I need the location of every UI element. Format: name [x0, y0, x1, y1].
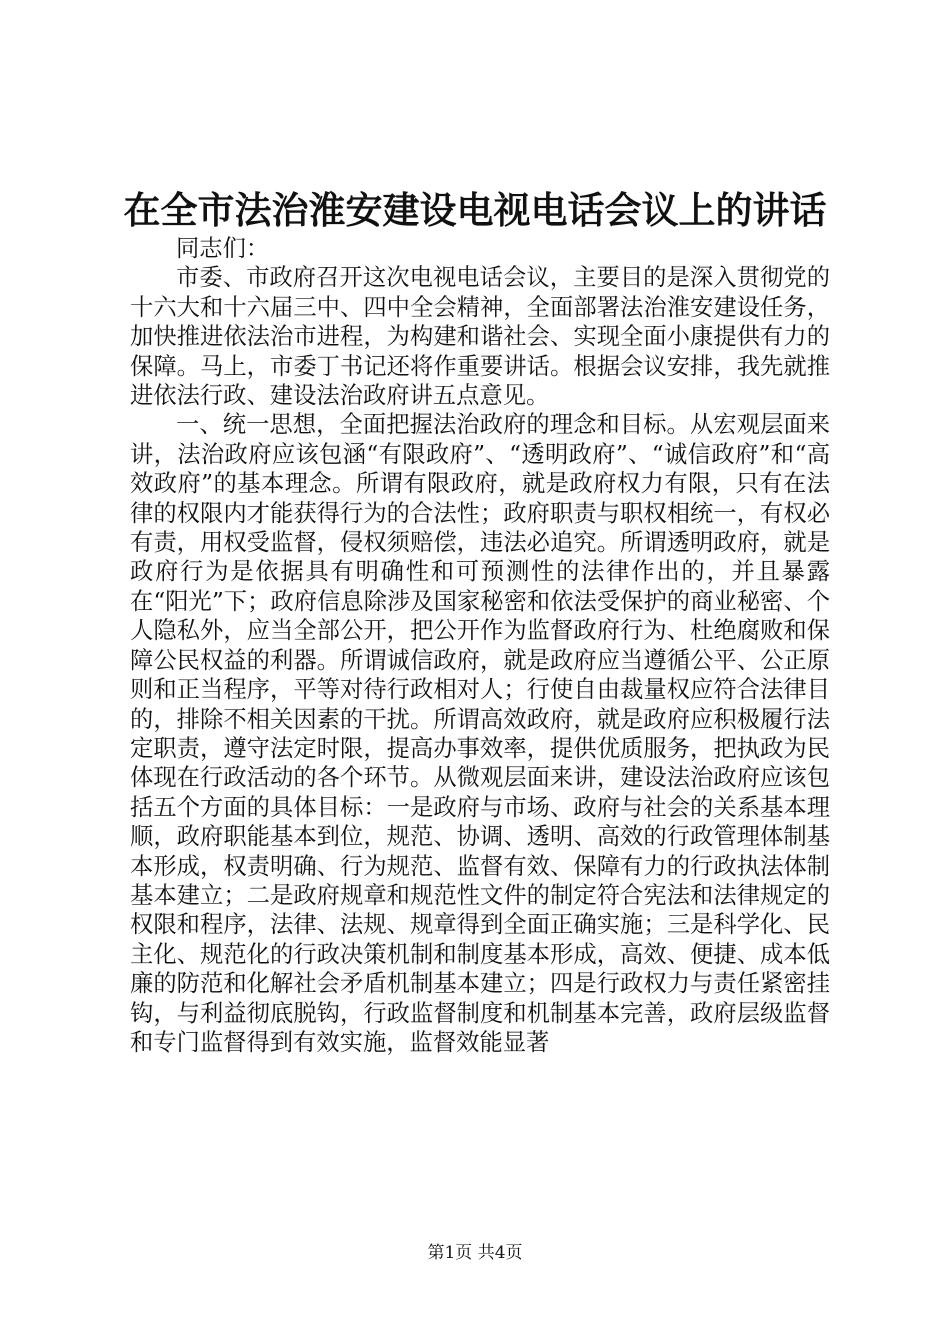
greeting: 同志们： — [176, 235, 270, 262]
page-number-footer: 第1页 共4页 — [427, 1243, 523, 1263]
paragraph-intro: 市委、市政府召开这次电视电话会议，主要目的是深入贯彻党的十六大和十六届三中、四中全会精神，全面部署法治淮安建设任务，加快推进依法治市进程，为构建和谐社会、实现全面小康提供有力的保障。马上，市委丁书记还将作重要讲话。根据会议安排，我先就推进依法行政、建设法治政府讲五点意见。 — [130, 264, 830, 410]
paragraph-section-one: 一、统一思想，全面把握法治政府的理念和目标。从宏观层面来讲，法治政府应该包涵“有限政府”、“透明政府”、“诚信政府”和“高效政府”的基本理念。所谓有限政府，就是政府权力有限，只有在法律的权限内才能获得行为的合法性；政府职责与职权相统一，有权必有责，用权受监督，侵权须赔偿，违法必追究。所谓透明政府，就是政府行为是依据具有明确性和可预测性的法律作出的，并且暴露在“阳光”下；政府信息除涉及国家秘密和依法受保护的商业秘密、个人隐私外，应当全部公开，把公开作为监督政府行为、杜绝腐败和保障公民权益的利器。所谓诚信政府，就是政府应当遵循公平、公正原则和正当程序，平等对待行政相对人；行使自由裁量权应符合法律目的，排除不相关因素的干扰。所谓高效政府，就是政府应积极履行法定职责，遵守法定时限，提高办事效率，提供优质服务，把执政为民体现在行政活动的各个环节。从微观层面来讲，建设法治政府应该包括五个方面的具体目标：一是政府与市场、政府与社会的关系基本理顺，政府职能基本到位，规范、协调、透明、高效的行政管理体制基本形成，权责明确、行为规范、监督有效、保障有力的行政执法体制基本建立；二是政府规章和规范性文件的制定符合宪法和法律规定的权限和程序，法律、法规、规章得到全面正确实施；三是科学化、民主化、规范化的行政决策机制和制度基本形成，高效、便捷、成本低廉的防范和化解社会矛盾机制基本建立；四是行政权力与责任紧密挂钩，与利益彻底脱钩，行政监督制度和机制基本完善，政府层级监督和专门监督得到有效实施，监督效能显著 — [130, 411, 830, 1056]
document-body — [130, 234, 830, 1057]
document-title: 在全市法治淮安建设电视电话会议上的讲话 — [123, 188, 827, 232]
